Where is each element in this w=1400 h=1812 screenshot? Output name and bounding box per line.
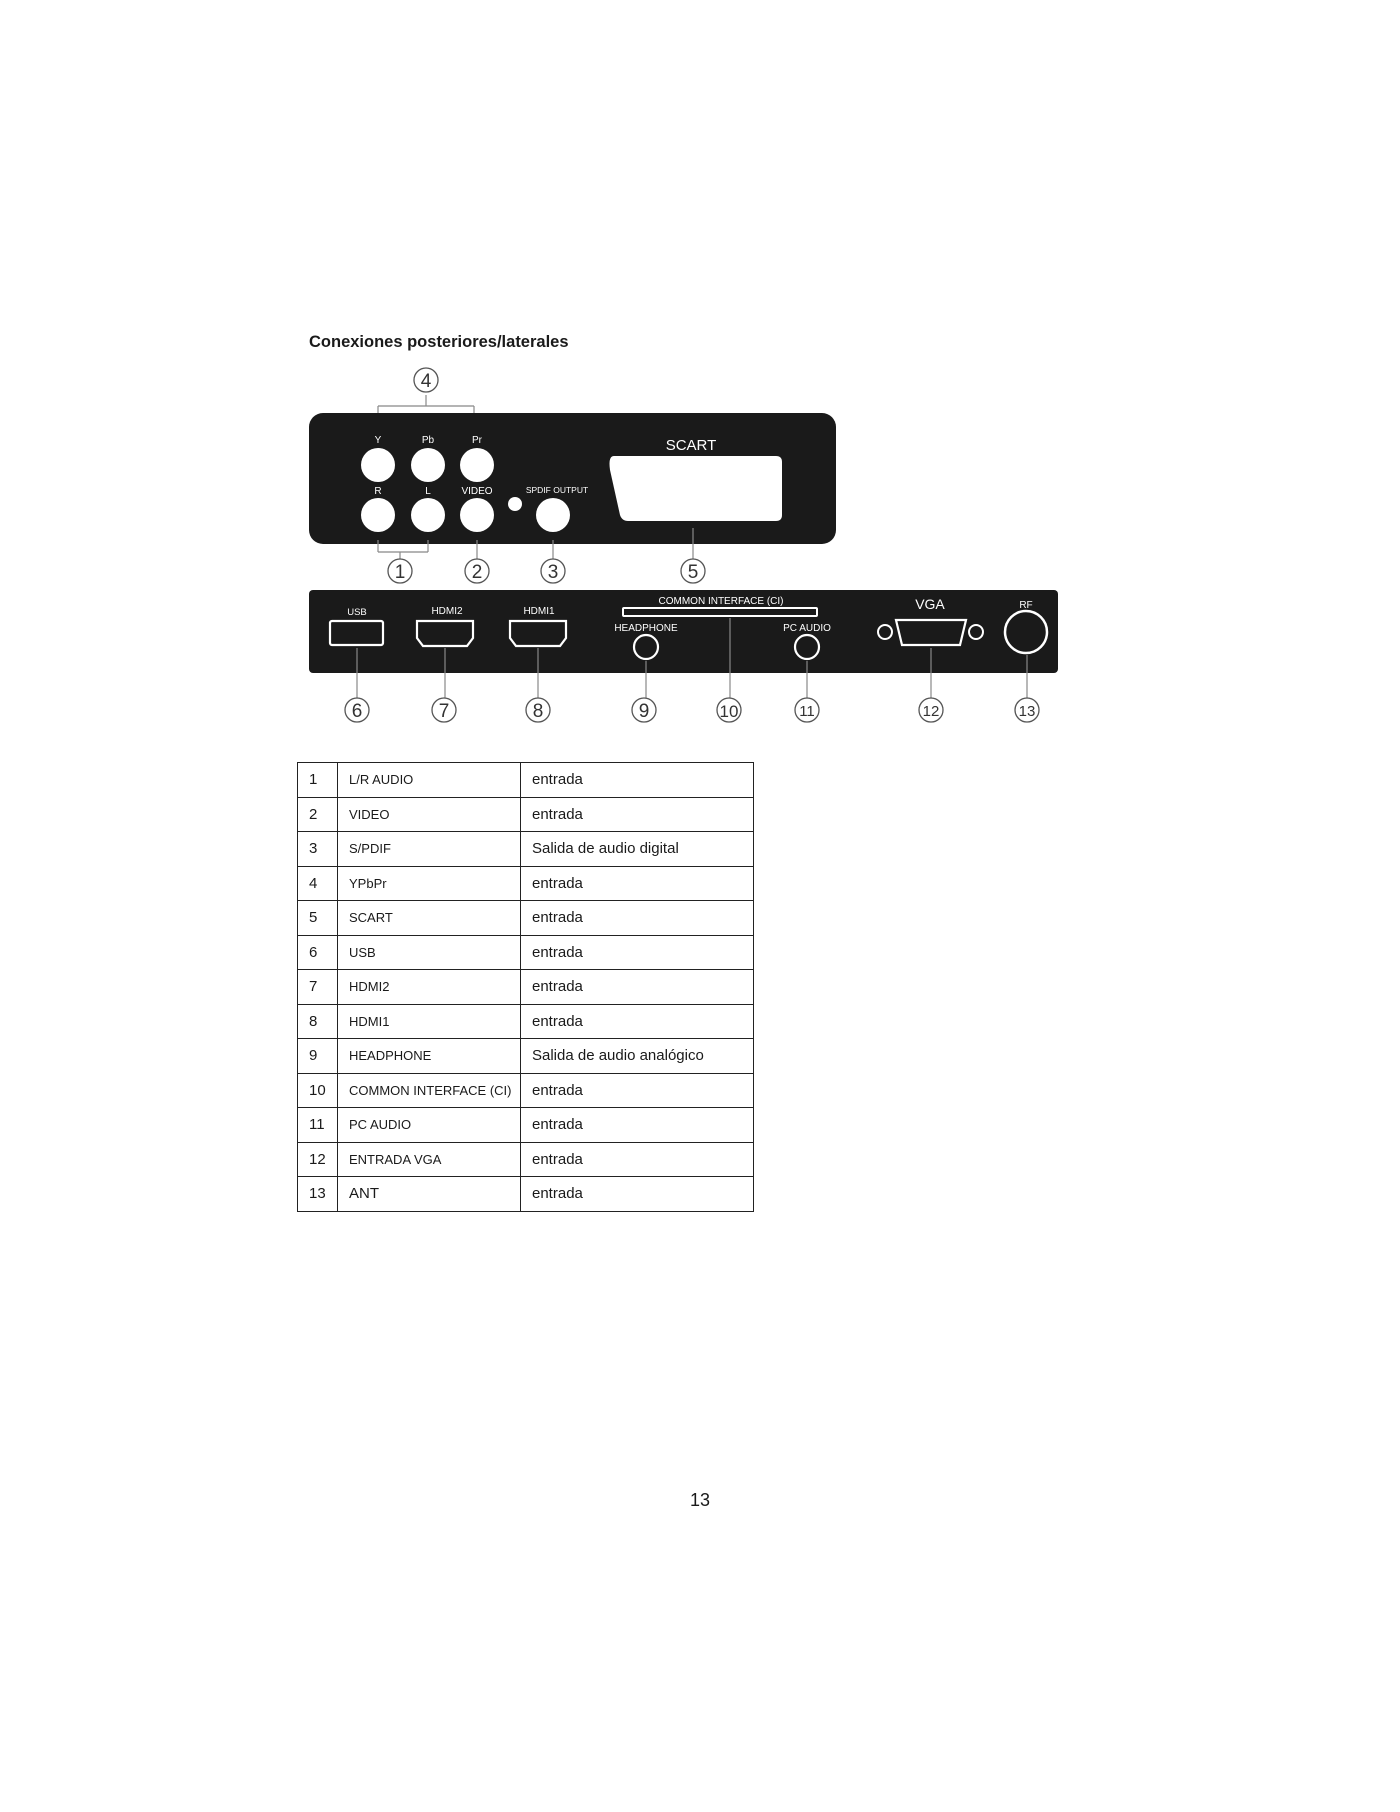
table-row xyxy=(298,832,754,867)
hdmi1-label: HDMI1 xyxy=(523,606,555,617)
table-cell-num: 10 xyxy=(298,1073,338,1108)
table-cell-desc: entrada xyxy=(521,901,754,936)
table-cell-desc: entrada xyxy=(521,866,754,901)
table-cell-name: YPbPr xyxy=(338,866,521,901)
video-label: VIDEO xyxy=(461,486,493,497)
table-cell-num: 9 xyxy=(298,1039,338,1074)
table-cell-name: HDMI2 xyxy=(338,970,521,1005)
table-cell-name: ANT xyxy=(338,1177,521,1212)
y-jack xyxy=(361,448,395,482)
table-cell-num: 1 xyxy=(298,763,338,798)
table-row xyxy=(298,935,754,970)
table-row xyxy=(298,1073,754,1108)
r-label: R xyxy=(374,486,382,497)
table-cell-name: S/PDIF xyxy=(338,832,521,867)
table-cell-name: SCART xyxy=(338,901,521,936)
pr-label: Pr xyxy=(472,435,482,446)
callout-1: 1 xyxy=(394,562,406,583)
table-row xyxy=(298,1108,754,1143)
r-jack xyxy=(361,498,395,532)
hdmi2-label: HDMI2 xyxy=(431,606,463,617)
callout-10: 10 xyxy=(719,702,739,721)
table-cell-name: COMMON INTERFACE (CI) xyxy=(338,1073,521,1108)
callout-3: 3 xyxy=(547,562,559,583)
table-cell-name: HDMI1 xyxy=(338,1004,521,1039)
table-cell-num: 2 xyxy=(298,797,338,832)
connections-table xyxy=(297,762,754,1212)
table-cell-num: 7 xyxy=(298,970,338,1005)
table-cell-desc: Salida de audio digital xyxy=(521,832,754,867)
callout-12: 12 xyxy=(922,703,940,720)
l-label: L xyxy=(425,486,431,497)
table-cell-name: PC AUDIO xyxy=(338,1108,521,1143)
callout-7: 7 xyxy=(438,701,450,722)
headphone-label: HEADPHONE xyxy=(614,623,678,634)
callout-2: 2 xyxy=(471,562,483,583)
table-cell-num: 5 xyxy=(298,901,338,936)
pc-audio-label: PC AUDIO xyxy=(783,623,831,634)
table-cell-desc: Salida de audio analógico xyxy=(521,1039,754,1074)
l-jack xyxy=(411,498,445,532)
table-row xyxy=(298,866,754,901)
table-cell-desc: entrada xyxy=(521,935,754,970)
table-cell-desc: entrada xyxy=(521,797,754,832)
rf-label: RF xyxy=(1019,600,1033,611)
ci-label: COMMON INTERFACE (CI) xyxy=(658,596,784,607)
table-row xyxy=(298,1004,754,1039)
table-cell-desc: entrada xyxy=(521,970,754,1005)
table-cell-num: 6 xyxy=(298,935,338,970)
table-cell-num: 8 xyxy=(298,1004,338,1039)
callout-6: 6 xyxy=(351,701,363,722)
spdif-label: SPDIF OUTPUT xyxy=(525,485,589,495)
page-heading: Conexiones posteriores/laterales xyxy=(309,333,569,351)
table-row xyxy=(298,1177,754,1212)
table-row xyxy=(298,1142,754,1177)
table-cell-name: HEADPHONE xyxy=(338,1039,521,1074)
table-cell-desc: entrada xyxy=(521,1177,754,1212)
connection-diagram xyxy=(0,0,1400,760)
scart-label: SCART xyxy=(665,437,717,454)
callout-5: 5 xyxy=(687,562,699,583)
table-row xyxy=(298,970,754,1005)
table-cell-desc: entrada xyxy=(521,1108,754,1143)
usb-label: USB xyxy=(347,607,367,618)
spdif-jack xyxy=(536,498,570,532)
table-row xyxy=(298,797,754,832)
pb-label: Pb xyxy=(421,435,435,446)
callout-11: 11 xyxy=(799,703,815,720)
table-row xyxy=(298,1039,754,1074)
bottom-panel xyxy=(309,590,1058,722)
callout-8: 8 xyxy=(532,701,544,722)
pr-jack xyxy=(460,448,494,482)
table-cell-desc: entrada xyxy=(521,1142,754,1177)
video-jack xyxy=(460,498,494,532)
callout-4: 4 xyxy=(420,371,432,392)
callout-13: 13 xyxy=(1018,703,1036,720)
table-cell-desc: entrada xyxy=(521,1004,754,1039)
vga-label: VGA xyxy=(915,596,945,612)
callout-9: 9 xyxy=(638,701,650,722)
table-cell-name: VIDEO xyxy=(338,797,521,832)
y-label: Y xyxy=(374,435,382,446)
table-cell-num: 12 xyxy=(298,1142,338,1177)
table-cell-num: 3 xyxy=(298,832,338,867)
scart-port xyxy=(610,456,783,521)
table-cell-desc: entrada xyxy=(521,763,754,798)
table-row xyxy=(298,763,754,798)
table-cell-num: 4 xyxy=(298,866,338,901)
table-cell-name: L/R AUDIO xyxy=(338,763,521,798)
table-cell-desc: entrada xyxy=(521,1073,754,1108)
table-cell-name: USB xyxy=(338,935,521,970)
top-panel xyxy=(309,368,836,583)
table-cell-name: ENTRADA VGA xyxy=(338,1142,521,1177)
table-row xyxy=(298,901,754,936)
pb-jack xyxy=(411,448,445,482)
table-cell-num: 11 xyxy=(298,1108,338,1143)
indicator-dot xyxy=(508,497,522,511)
page-number: 13 xyxy=(689,1490,711,1510)
table-cell-num: 13 xyxy=(298,1177,338,1212)
